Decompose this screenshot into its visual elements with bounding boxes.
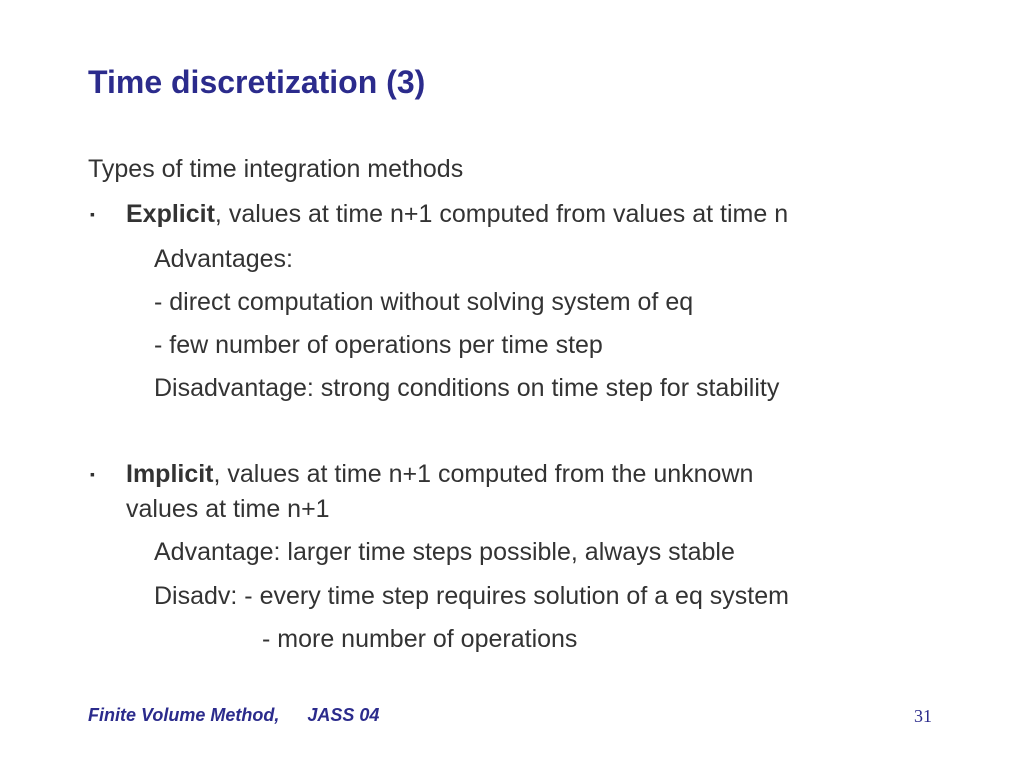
bullet-marker-implicit: ▪	[90, 466, 95, 482]
explicit-advantage-1: - direct computation without solving system of eq	[154, 288, 694, 316]
implicit-term: Implicit	[126, 460, 214, 488]
explicit-advantages-heading: Advantages:	[154, 245, 293, 273]
implicit-description-line1: , values at time n+1 computed from the unknown	[213, 460, 754, 488]
implicit-disadvantage-2: - more number of operations	[262, 625, 578, 653]
explicit-bullet-text	[126, 200, 788, 229]
page-number: 31	[914, 706, 932, 726]
explicit-advantage-2: - few number of operations per time step	[154, 331, 603, 359]
slide-title: Time discretization (3)	[88, 64, 426, 100]
explicit-disadvantage: Disadvantage: strong conditions on time step for stability	[154, 374, 780, 402]
bullet-marker-explicit: ▪	[90, 206, 95, 222]
implicit-advantage: Advantage: larger time steps possible, always stable	[154, 538, 735, 566]
explicit-term: Explicit	[126, 200, 215, 228]
footer-course: Finite Volume Method,	[88, 705, 280, 725]
implicit-disadvantage-1: Disadv: - every time step requires solution of a eq system	[154, 582, 789, 610]
footer	[88, 705, 379, 726]
explicit-description: , values at time n+1 computed from values at time n	[214, 200, 789, 228]
intro-text: Types of time integration methods	[88, 155, 464, 183]
footer-event: JASS 04	[307, 705, 380, 725]
implicit-bullet-text	[126, 460, 753, 489]
implicit-description-line2: values at time n+1	[126, 495, 330, 523]
